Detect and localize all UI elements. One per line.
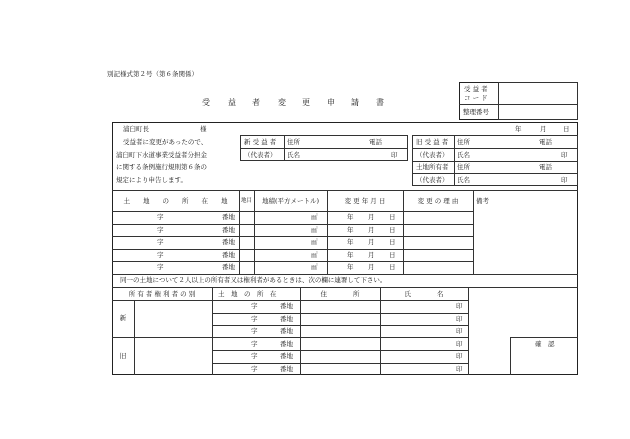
joint-signature-notice: 同一の土地について２人以上の所有者又は権利者があるときは、次の欄に連署して下さい。 bbox=[120, 276, 387, 284]
aza-label: 字 bbox=[157, 213, 164, 221]
new-name-label: 氏名 bbox=[287, 151, 300, 159]
code-label-2: コ ー ド bbox=[464, 94, 488, 102]
old-rep-label: （代表者） bbox=[416, 151, 449, 159]
intro-line-1: 受益者に変更があったので、 bbox=[123, 138, 208, 146]
seal-label: 印 bbox=[456, 302, 463, 310]
date-year: 年 bbox=[515, 125, 522, 133]
title-char: 変 bbox=[278, 98, 286, 107]
owner-location-header: 土 地 の 所 在 bbox=[218, 289, 277, 298]
new-rep-label: （代表者） bbox=[244, 151, 277, 159]
new-beneficiary-label: 新 受 益 者 bbox=[244, 138, 277, 146]
land-owner-label: 土地所有者 bbox=[416, 163, 449, 171]
title-char: 者 bbox=[252, 98, 260, 107]
kind-header: 所 有 者 権 利 者 の 別 bbox=[128, 289, 196, 298]
banchi-label: 番地 bbox=[280, 302, 293, 310]
title-char: 更 bbox=[302, 98, 310, 107]
day-label: 日 bbox=[389, 238, 396, 247]
aza-label: 字 bbox=[251, 339, 258, 348]
seal-label: 印 bbox=[456, 327, 463, 335]
year-label: 年 bbox=[347, 213, 354, 221]
banchi-label: 番地 bbox=[280, 314, 293, 323]
confirm-label: 確 認 bbox=[535, 340, 555, 348]
month-label: 月 bbox=[368, 225, 375, 234]
land-owner-seal: 印 bbox=[561, 176, 568, 184]
banchi-label: 番地 bbox=[222, 250, 235, 259]
month-label: 月 bbox=[368, 213, 375, 221]
aza-label: 字 bbox=[251, 364, 258, 373]
sama-label: 様 bbox=[200, 125, 207, 133]
banchi-label: 番地 bbox=[222, 213, 235, 221]
aza-label: 字 bbox=[157, 263, 164, 272]
area-header: 地積(平方メートル) bbox=[261, 196, 320, 205]
new-seal: 印 bbox=[391, 151, 398, 159]
month-label: 月 bbox=[368, 250, 375, 259]
sqm-unit: ㎡ bbox=[311, 263, 318, 272]
year-label: 年 bbox=[347, 238, 354, 247]
sqm-unit: ㎡ bbox=[311, 250, 318, 259]
new-group-label: 新 bbox=[119, 314, 127, 323]
land-owner-address-label: 住所 bbox=[457, 163, 470, 171]
year-label: 年 bbox=[347, 225, 354, 234]
land-owner-name-label: 氏名 bbox=[457, 176, 470, 184]
code-label-1: 受 益 者 bbox=[464, 85, 488, 93]
seal-label: 印 bbox=[456, 364, 463, 373]
banchi-label: 番地 bbox=[280, 339, 293, 348]
aza-label: 字 bbox=[157, 250, 164, 259]
seiri-label: 整理番号 bbox=[463, 108, 489, 116]
aza-label: 字 bbox=[157, 238, 164, 247]
aza-label: 字 bbox=[251, 352, 258, 360]
title-char: 書 bbox=[376, 98, 384, 107]
land-owner-phone-label: 電話 bbox=[539, 163, 552, 171]
aza-label: 字 bbox=[157, 225, 164, 234]
new-phone-label: 電話 bbox=[369, 138, 382, 146]
banchi-label: 番地 bbox=[280, 327, 293, 335]
seal-label: 印 bbox=[456, 314, 463, 323]
title-char: 益 bbox=[228, 98, 236, 107]
year-label: 年 bbox=[347, 250, 354, 259]
owner-name-header: 氏 名 bbox=[404, 289, 444, 298]
intro-line-3: に関する条例施行規則第６条の bbox=[116, 163, 207, 171]
code-input[interactable] bbox=[498, 82, 578, 105]
day-label: 日 bbox=[389, 225, 396, 234]
new-address-label: 住所 bbox=[287, 138, 300, 146]
change-date-header: 変 更 年 月 日 bbox=[344, 196, 386, 205]
banchi-label: 番地 bbox=[222, 225, 235, 234]
owner-address-header: 住 所 bbox=[320, 289, 360, 298]
day-label: 日 bbox=[389, 250, 396, 259]
title-char: 申 bbox=[327, 98, 335, 107]
chimoku-header: 地目 bbox=[240, 198, 252, 204]
reason-header: 変 更 の 理 由 bbox=[417, 196, 459, 205]
banchi-label: 番地 bbox=[222, 263, 235, 272]
seiri-input[interactable] bbox=[498, 104, 578, 120]
year-label: 年 bbox=[347, 263, 354, 272]
seal-label: 印 bbox=[456, 339, 463, 348]
seal-label: 印 bbox=[456, 352, 463, 360]
form-label: 別記様式第２号（第６条関係） bbox=[107, 70, 198, 78]
month-label: 月 bbox=[368, 238, 375, 247]
day-label: 日 bbox=[389, 213, 396, 221]
old-seal: 印 bbox=[561, 151, 568, 159]
date-day: 日 bbox=[563, 125, 570, 133]
banchi-label: 番地 bbox=[222, 238, 235, 247]
old-beneficiary-label: 旧 受 益 者 bbox=[416, 138, 449, 146]
intro-line-2: 浦臼町下水道事業受益者分担金 bbox=[116, 151, 207, 159]
title-char: 受 bbox=[202, 98, 210, 107]
old-group-label: 旧 bbox=[119, 351, 127, 360]
aza-label: 字 bbox=[251, 302, 258, 310]
banchi-label: 番地 bbox=[280, 352, 293, 360]
intro-line-4: 規定により申告します。 bbox=[116, 176, 187, 184]
day-label: 日 bbox=[389, 263, 396, 272]
sqm-unit: ㎡ bbox=[311, 238, 318, 247]
aza-label: 字 bbox=[251, 314, 258, 323]
title-char: 請 bbox=[351, 98, 359, 107]
land-location-header: 土 地 の 所 在 地 bbox=[123, 196, 228, 205]
old-address-label: 住所 bbox=[457, 138, 470, 146]
month-label: 月 bbox=[368, 263, 375, 272]
date-month: 月 bbox=[540, 125, 547, 133]
sqm-unit: ㎡ bbox=[311, 213, 318, 221]
land-owner-rep-label: （代表者） bbox=[416, 176, 449, 184]
remarks-header: 備考 bbox=[476, 196, 489, 205]
aza-label: 字 bbox=[251, 327, 258, 335]
banchi-label: 番地 bbox=[280, 364, 293, 373]
old-name-label: 氏名 bbox=[457, 151, 470, 159]
sqm-unit: ㎡ bbox=[311, 225, 318, 234]
mayor-label: 浦臼町長 bbox=[123, 125, 149, 133]
old-phone-label: 電話 bbox=[539, 138, 552, 146]
